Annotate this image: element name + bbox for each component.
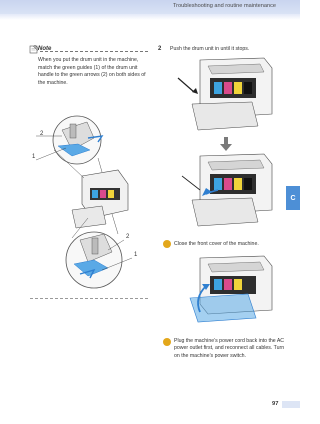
step-push-drum-text: Push the drum unit in until it stops. — [170, 46, 250, 52]
drum-guide-illustration — [32, 110, 142, 298]
note-end-divider — [30, 298, 148, 299]
step-number: 2 — [158, 46, 162, 52]
step-badge-close-cover — [163, 240, 171, 248]
printer-drum-inserted-illustration — [172, 152, 276, 226]
note-label: Note — [38, 46, 52, 52]
page-number: 97 — [272, 401, 279, 407]
callout-one-bottom: 1 — [134, 252, 138, 258]
page-header-title: Troubleshooting and routine maintenance — [172, 3, 276, 9]
step-power-text: Plug the machine’s power cord back into the AC power outlet first, and reconnect all cables. Turn on the machine’s power switch. — [174, 338, 285, 359]
page-number-band — [282, 401, 300, 408]
note-text: When you put the drum unit in the machine, match the green guides (1) of the drum unit handle to the green arrows (2) on both sides of the machine. — [38, 57, 146, 86]
callout-one-top: 1 — [32, 154, 36, 160]
step-close-cover-text: Close the front cover of the machine. — [174, 241, 259, 247]
printer-close-cover-illustration — [172, 254, 276, 324]
callout-two-top: 2 — [40, 131, 44, 137]
note-divider — [40, 51, 148, 52]
printer-drum-push-illustration — [172, 56, 276, 134]
chapter-tab: C — [286, 186, 300, 210]
callout-two-bottom: 2 — [126, 234, 130, 240]
arrow-down-icon — [220, 137, 232, 151]
step-badge-power — [163, 338, 171, 346]
header-band-fade — [0, 14, 300, 20]
